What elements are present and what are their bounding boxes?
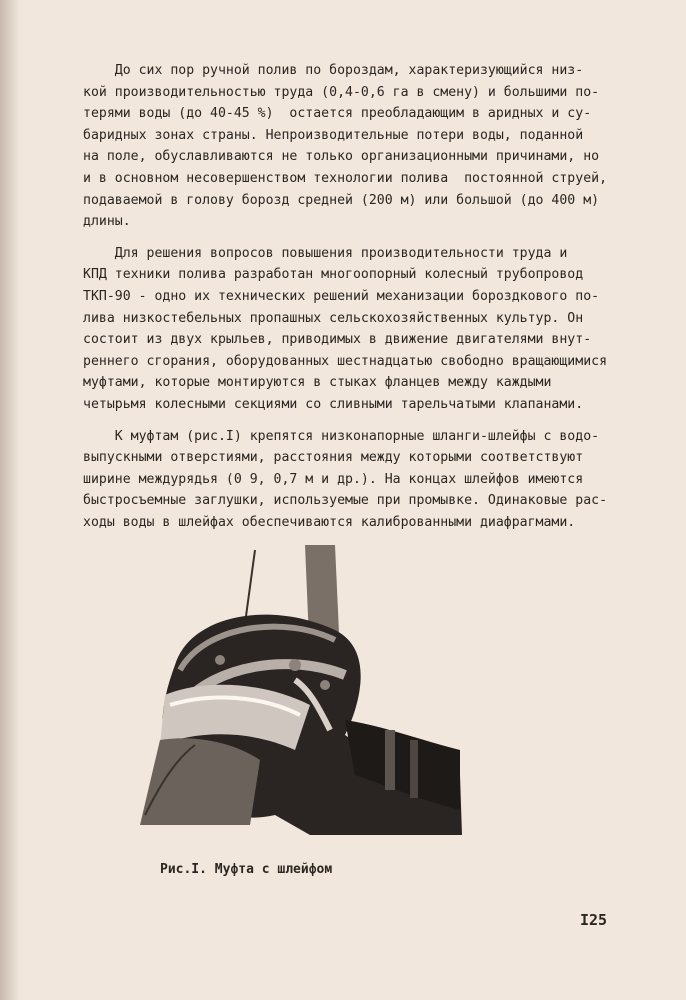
text-line: длины. xyxy=(83,214,131,230)
body-text xyxy=(83,60,623,543)
text-line: терями воды (до 40-45 %) остается преобладающим в аридных и су- xyxy=(83,106,592,122)
paragraph-1 xyxy=(83,60,623,233)
text-line: баридных зонах страны. Непроизводительные потери воды, поданной xyxy=(83,127,584,143)
text-line: быстросъемные заглушки, используемые при промывке. Одинаковые рас- xyxy=(83,493,608,509)
text-line: выпускными отверстиями, расстояния между которыми соответствуют xyxy=(83,450,584,466)
page-number: I25 xyxy=(580,911,608,929)
figure-photo-coupling xyxy=(120,545,465,835)
text-line: ТКП-90 - одно их технических решений механизации бороздкового по- xyxy=(83,288,600,304)
paragraph-3 xyxy=(83,426,623,534)
text-line: ширине междурядья (0 9, 0,7 м и др.). На концах шлейфов имеются xyxy=(83,471,584,487)
text-line: четырьмя колесными секциями со сливными тарельчатыми клапанами. xyxy=(83,396,584,412)
text-line: подаваемой в голову борозд средней (200 м) или большой (до 400 м) xyxy=(83,192,600,208)
text-line: До сих пор ручной полив по бороздам, характеризующийся низ- xyxy=(83,63,584,78)
text-line: реннего сгорания, оборудованных шестнадцатью свободно вращающимися xyxy=(83,353,608,369)
paragraph-2 xyxy=(83,243,623,416)
text-line: Для решения вопросов повышения производительности труда и xyxy=(83,245,568,261)
text-line: и в основном несовершенством технологии полива постоянной струей, xyxy=(83,170,608,186)
text-line: К муфтам (рис.I) крепятся низконапорные шланги-шлейфы с водо- xyxy=(83,428,600,444)
figure-caption: Рис.I. Муфта с шлейфом xyxy=(160,862,333,877)
text-line: кой производительностью труда (0,4-0,6 га в смену) и большими по- xyxy=(83,84,600,100)
text-line: КПД техники полива разработан многоопорный колесный трубопровод xyxy=(83,267,584,283)
text-line: лива низкостебельных пропашных сельскохозяйственных культур. Он xyxy=(83,310,584,326)
text-line: муфтами, которые монтируются в стыках фланцев между каждыми xyxy=(83,375,552,391)
text-line: состоит из двух крыльев, приводимых в движение двигателями внут- xyxy=(83,332,592,348)
page-edge-shadow xyxy=(0,0,20,1000)
text-line: ходы воды в шлейфах обеспечиваются калиброванными диафрагмами. xyxy=(83,514,576,530)
text-line: на поле, обуславливаются не только организационными причинами, но xyxy=(83,149,600,165)
